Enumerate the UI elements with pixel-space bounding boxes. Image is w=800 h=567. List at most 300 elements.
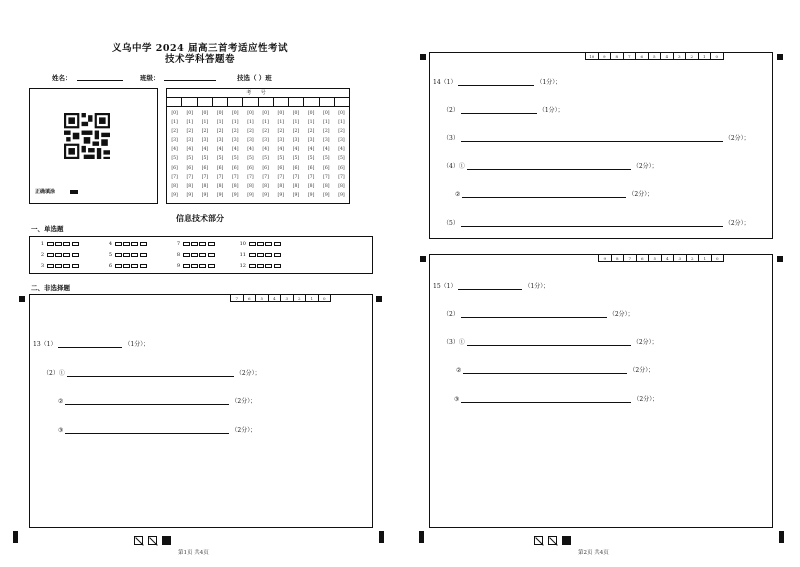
- exam-digit-bubble[interactable]: [0]: [323, 111, 330, 116]
- exam-digit-bubble[interactable]: [8]: [232, 183, 239, 189]
- mc-question-9: [172, 263, 216, 269]
- scan-mark: [134, 536, 143, 545]
- score-cell[interactable]: 6: [636, 53, 649, 59]
- score-cell[interactable]: 10: [586, 53, 599, 59]
- q13-l3-label: ②: [58, 398, 64, 405]
- q15-l2-score: （2分）；: [608, 311, 634, 318]
- score-cell[interactable]: 8: [611, 53, 624, 59]
- exam-digit-bubble[interactable]: [9]: [247, 192, 254, 198]
- exam-digit-bubble[interactable]: [1]: [262, 120, 269, 126]
- exam-number-column[interactable]: [243, 109, 258, 200]
- mc-option-c[interactable]: [63, 253, 70, 257]
- exam-digit-bubble[interactable]: [3]: [201, 138, 209, 144]
- score-cell[interactable]: 1: [699, 53, 712, 59]
- score-cell[interactable]: 2: [686, 53, 699, 59]
- mc-option-b[interactable]: [191, 242, 198, 246]
- mc-option-d[interactable]: [72, 264, 79, 268]
- q13-l2-blank[interactable]: [67, 371, 234, 377]
- exam-digit-bubble[interactable]: [1]: [292, 120, 300, 126]
- q13-l4-blank[interactable]: [65, 428, 229, 434]
- exam-digit-bubble[interactable]: [0]: [232, 111, 239, 116]
- exam-digit-bubble[interactable]: [4]: [338, 147, 345, 153]
- mc-option-b[interactable]: [191, 253, 198, 257]
- score-cell[interactable]: 5: [256, 295, 269, 301]
- mc-option-c[interactable]: [131, 253, 138, 257]
- q13-line4: [58, 425, 256, 434]
- exam-digit-bubble[interactable]: [4]: [171, 147, 178, 153]
- score-cell[interactable]: 0: [711, 53, 724, 59]
- q15-l1-blank[interactable]: [458, 284, 522, 290]
- exam-digit-bubble[interactable]: [2]: [262, 129, 269, 135]
- exam-digit-bubble[interactable]: [9]: [277, 192, 285, 198]
- mc-question-number: 4: [108, 241, 112, 247]
- exam-digit-bubble[interactable]: [8]: [171, 183, 178, 189]
- q14-l1-score: （1分）；: [536, 79, 562, 86]
- mc-question-number: 12: [239, 263, 246, 269]
- exam-digit-bubble[interactable]: [7]: [277, 174, 285, 180]
- exam-digit-bubble[interactable]: [5]: [186, 156, 194, 162]
- q14-l1-blank[interactable]: [458, 80, 534, 86]
- exam-number-header: 考 号: [167, 89, 349, 98]
- exam-digit-bubble[interactable]: [2]: [277, 129, 285, 135]
- fill-sample-label: 正确填涂: [35, 189, 56, 195]
- exam-digit-bubble[interactable]: [5]: [247, 156, 254, 162]
- mc-option-b[interactable]: [55, 242, 62, 246]
- q15-l5-score: （2分）；: [633, 396, 659, 403]
- q14-l2-blank[interactable]: [461, 108, 537, 114]
- exam-digit-bubble[interactable]: [5]: [277, 156, 285, 162]
- mc-option-a[interactable]: [47, 242, 54, 246]
- mc-option-c[interactable]: [199, 253, 206, 257]
- exam-digit-bubble[interactable]: [2]: [307, 129, 315, 135]
- q13-l1-blank[interactable]: [58, 342, 122, 348]
- exam-number-column[interactable]: [167, 109, 182, 200]
- exam-digit-bubble[interactable]: [7]: [171, 174, 178, 180]
- mc-option-d[interactable]: [274, 253, 281, 257]
- score-cell[interactable]: 3: [281, 295, 294, 301]
- exam-number-column[interactable]: [288, 109, 303, 200]
- score-cell[interactable]: 0: [319, 295, 332, 301]
- position-mark: [777, 54, 783, 60]
- q15-l3-blank[interactable]: [467, 340, 631, 346]
- exam-digit-bubble[interactable]: [4]: [186, 147, 194, 153]
- q15-line2: [443, 309, 634, 318]
- q14-line1: [433, 77, 561, 86]
- mc-question-number: 8: [176, 252, 180, 258]
- score-cell[interactable]: 7: [624, 255, 637, 261]
- exam-digit-bubble[interactable]: [3]: [216, 138, 224, 144]
- exam-digit-bubble[interactable]: [5]: [323, 156, 330, 162]
- q14-l3-label: （3）: [443, 135, 459, 142]
- mc-option-d[interactable]: [140, 264, 147, 268]
- mc-option-c[interactable]: [131, 242, 138, 246]
- q15-line1: [433, 281, 549, 290]
- exam-digit-bubble[interactable]: [3]: [171, 138, 178, 144]
- exam-number-column[interactable]: [304, 109, 319, 200]
- exam-digit-bubble[interactable]: [3]: [186, 138, 194, 144]
- mc-question-number: 11: [239, 252, 246, 258]
- score-cell[interactable]: 6: [244, 295, 257, 301]
- exam-digit-bubble[interactable]: [0]: [338, 111, 345, 116]
- mc-option-a[interactable]: [115, 264, 122, 268]
- mc-option-a[interactable]: [249, 242, 256, 246]
- exam-digit-bubble[interactable]: [5]: [232, 156, 239, 162]
- mc-option-d[interactable]: [72, 253, 79, 257]
- exam-digit-bubble[interactable]: [5]: [292, 156, 300, 162]
- exam-digit-bubble[interactable]: [4]: [277, 147, 285, 153]
- q14-l2-score: （1分）；: [538, 107, 564, 114]
- exam-digit-bubble[interactable]: [6]: [323, 165, 330, 171]
- exam-number-column[interactable]: [319, 109, 334, 200]
- exam-digit-bubble[interactable]: [3]: [247, 138, 254, 144]
- mc-question-number: 6: [108, 263, 112, 269]
- q14-l4-label: （4）①: [443, 163, 465, 170]
- exam-digit-bubble[interactable]: [5]: [307, 156, 315, 162]
- exam-digit-bubble[interactable]: [4]: [247, 147, 254, 153]
- mc-question-number: 1: [40, 241, 44, 247]
- exam-digit-bubble[interactable]: [9]: [323, 192, 330, 198]
- exam-digit-bubble[interactable]: [3]: [262, 138, 269, 144]
- score-cell[interactable]: 4: [662, 255, 675, 261]
- position-mark: [419, 531, 424, 543]
- exam-digit-bubble[interactable]: [9]: [338, 192, 345, 198]
- exam-digit-bubble[interactable]: [6]: [307, 165, 315, 171]
- exam-digit-bubble[interactable]: [1]: [216, 120, 224, 126]
- exam-digit-bubble[interactable]: [8]: [292, 183, 300, 189]
- exam-digit-bubble[interactable]: [7]: [247, 174, 254, 180]
- exam-digit-bubble[interactable]: [8]: [201, 183, 209, 189]
- exam-digit-bubble[interactable]: [3]: [232, 138, 239, 144]
- score-cell[interactable]: 0: [712, 255, 725, 261]
- mc-question-11: [238, 252, 282, 258]
- exam-digit-bubble[interactable]: [9]: [262, 192, 269, 198]
- score-strip-q13[interactable]: [230, 294, 331, 302]
- mc-option-d[interactable]: [140, 253, 147, 257]
- scan-mark: [548, 536, 557, 545]
- exam-digit-bubble[interactable]: [2]: [338, 129, 345, 135]
- q14-l5-blank[interactable]: [462, 192, 626, 198]
- exam-digit-bubble[interactable]: [4]: [216, 147, 224, 153]
- exam-digit-bubble[interactable]: [2]: [201, 129, 209, 135]
- mc-question-10: [238, 241, 282, 247]
- mc-option-c[interactable]: [265, 242, 272, 246]
- exam-digit-bubble[interactable]: [8]: [277, 183, 285, 189]
- score-strip-q14[interactable]: [585, 52, 724, 60]
- mc-question-3: [36, 263, 80, 269]
- exam-digit-bubble[interactable]: [4]: [307, 147, 315, 153]
- mc-option-d[interactable]: [274, 264, 281, 268]
- mc-option-a[interactable]: [183, 253, 190, 257]
- exam-digit-bubble[interactable]: [0]: [277, 111, 285, 116]
- mc-option-a[interactable]: [249, 253, 256, 257]
- score-cell[interactable]: 4: [661, 53, 674, 59]
- exam-digit-bubble[interactable]: [0]: [171, 111, 178, 116]
- mc-option-d[interactable]: [72, 242, 79, 246]
- q13-l3-blank[interactable]: [65, 399, 229, 405]
- q14-line5: [455, 189, 653, 198]
- score-cell[interactable]: 2: [687, 255, 700, 261]
- exam-digit-bubble[interactable]: [3]: [277, 138, 285, 144]
- mc-question-number: 10: [239, 241, 246, 247]
- exam-digit-bubble[interactable]: [0]: [307, 111, 315, 116]
- mc-question-4: [104, 241, 148, 247]
- exam-digit-bubble[interactable]: [9]: [186, 192, 194, 198]
- score-cell[interactable]: 8: [612, 255, 625, 261]
- exam-number-write-row[interactable]: [167, 98, 349, 107]
- score-cell[interactable]: 9: [599, 255, 612, 261]
- q14-l1-label: 14（1）: [433, 79, 457, 86]
- exam-digit-bubble[interactable]: [7]: [262, 174, 269, 180]
- exam-digit-bubble[interactable]: [6]: [171, 165, 178, 171]
- position-mark: [420, 54, 426, 60]
- score-cell[interactable]: 3: [674, 255, 687, 261]
- score-cell[interactable]: 2: [294, 295, 307, 301]
- page1-footer: 第1页 共4页: [178, 550, 209, 556]
- q15-l1-score: （1分）；: [524, 283, 550, 290]
- exam-number-column[interactable]: [228, 109, 243, 200]
- exam-number-column[interactable]: [197, 109, 212, 200]
- exam-number-column[interactable]: [273, 109, 288, 200]
- mc-option-b[interactable]: [123, 253, 130, 257]
- q15-l2-label: （2）: [443, 311, 459, 318]
- exam-digit-bubble[interactable]: [0]: [247, 111, 254, 116]
- score-cell[interactable]: 3: [674, 53, 687, 59]
- exam-digit-bubble[interactable]: [7]: [216, 174, 224, 180]
- q14-l2-label: （2）: [443, 107, 459, 114]
- mc-option-a[interactable]: [183, 242, 190, 246]
- class-field[interactable]: [164, 80, 216, 81]
- class-label: 班级：: [140, 74, 160, 82]
- exam-digit-bubble[interactable]: [4]: [323, 147, 330, 153]
- q13-line3: [58, 396, 256, 405]
- mc-option-b[interactable]: [123, 264, 130, 268]
- mc-option-b[interactable]: [257, 264, 264, 268]
- exam-digit-bubble[interactable]: [7]: [323, 174, 330, 180]
- mc-option-a[interactable]: [115, 253, 122, 257]
- q14-line6: [443, 218, 750, 227]
- qr-code-icon: [64, 113, 110, 159]
- q15-l2-blank[interactable]: [461, 312, 607, 318]
- mc-option-b[interactable]: [191, 264, 198, 268]
- exam-digit-bubble[interactable]: [6]: [262, 165, 269, 171]
- exam-digit-bubble[interactable]: [5]: [216, 156, 224, 162]
- exam-digit-bubble[interactable]: [7]: [186, 174, 194, 180]
- exam-digit-bubble[interactable]: [9]: [307, 192, 315, 198]
- q13-line1: [33, 339, 149, 348]
- exam-digit-bubble[interactable]: [8]: [307, 183, 315, 189]
- exam-digit-bubble[interactable]: [0]: [292, 111, 300, 116]
- exam-digit-bubble[interactable]: [3]: [292, 138, 300, 144]
- mc-option-c[interactable]: [63, 264, 70, 268]
- exam-digit-bubble[interactable]: [1]: [338, 120, 345, 126]
- position-mark: [779, 531, 784, 543]
- q14-l4-blank[interactable]: [467, 164, 631, 170]
- exam-digit-bubble[interactable]: [9]: [171, 192, 178, 198]
- exam-digit-bubble[interactable]: [2]: [292, 129, 300, 135]
- mc-question-number: 3: [40, 263, 44, 269]
- q14-l3-score: （2分）；: [724, 135, 750, 142]
- exam-number-column[interactable]: [182, 109, 197, 200]
- score-cell[interactable]: 7: [624, 53, 637, 59]
- mc-question-number: 5: [108, 252, 112, 258]
- exam-number-bubbles[interactable]: [167, 107, 349, 200]
- mc-option-d[interactable]: [208, 253, 215, 257]
- mc-option-d[interactable]: [208, 242, 215, 246]
- q14-l3-blank[interactable]: [461, 136, 723, 142]
- exam-digit-bubble[interactable]: [4]: [232, 147, 239, 153]
- exam-digit-bubble[interactable]: [4]: [262, 147, 269, 153]
- q15-l5-label: ③: [454, 396, 460, 403]
- exam-digit-bubble[interactable]: [3]: [338, 138, 345, 144]
- q14-line2: [443, 105, 564, 114]
- score-cell[interactable]: 7: [231, 295, 244, 301]
- name-label: 姓名：: [52, 74, 72, 82]
- score-cell[interactable]: 6: [637, 255, 650, 261]
- mc-option-a[interactable]: [115, 242, 122, 246]
- score-cell[interactable]: 5: [649, 53, 662, 59]
- exam-digit-bubble[interactable]: [6]: [186, 165, 194, 171]
- exam-digit-bubble[interactable]: [1]: [186, 120, 194, 126]
- exam-digit-bubble[interactable]: [1]: [232, 120, 239, 126]
- exam-digit-bubble[interactable]: [8]: [262, 183, 269, 189]
- exam-digit-bubble[interactable]: [4]: [292, 147, 300, 153]
- mc-question-8: [172, 252, 216, 258]
- q14-l5-score: （2分）；: [628, 191, 654, 198]
- mc-option-b[interactable]: [257, 253, 264, 257]
- mc-option-d[interactable]: [274, 242, 281, 246]
- exam-digit-bubble[interactable]: [8]: [338, 183, 345, 189]
- exam-digit-bubble[interactable]: [0]: [186, 111, 194, 116]
- exam-digit-bubble[interactable]: [2]: [232, 129, 239, 135]
- exam-number-column[interactable]: [213, 109, 228, 200]
- mc-option-d[interactable]: [140, 242, 147, 246]
- exam-digit-bubble[interactable]: [9]: [201, 192, 209, 198]
- exam-digit-bubble[interactable]: [5]: [201, 156, 209, 162]
- exam-digit-bubble[interactable]: [9]: [232, 192, 239, 198]
- mc-option-c[interactable]: [265, 253, 272, 257]
- exam-digit-bubble[interactable]: [6]: [201, 165, 209, 171]
- fill-sample-mark: [70, 190, 78, 194]
- exam-digit-bubble[interactable]: [1]: [171, 120, 178, 126]
- exam-digit-bubble[interactable]: [4]: [201, 147, 209, 153]
- exam-digit-bubble[interactable]: [6]: [232, 165, 239, 171]
- exam-number-column[interactable]: [258, 109, 273, 200]
- exam-digit-bubble[interactable]: [0]: [201, 111, 209, 116]
- q13-l4-score: （2分）；: [231, 427, 257, 434]
- exam-digit-bubble[interactable]: [8]: [247, 183, 254, 189]
- exam-digit-bubble[interactable]: [5]: [262, 156, 269, 162]
- exam-digit-bubble[interactable]: [6]: [277, 165, 285, 171]
- scan-mark: [534, 536, 543, 545]
- q15-l4-blank[interactable]: [463, 368, 627, 374]
- exam-number-column[interactable]: [334, 109, 349, 200]
- exam-digit-bubble[interactable]: [3]: [323, 138, 330, 144]
- score-cell[interactable]: 5: [649, 255, 662, 261]
- mc-option-a[interactable]: [183, 264, 190, 268]
- mc-option-c[interactable]: [265, 264, 272, 268]
- exam-digit-bubble[interactable]: [7]: [307, 174, 315, 180]
- mc-section-title: 一、单选题: [31, 225, 64, 233]
- exam-digit-bubble[interactable]: [2]: [323, 129, 330, 135]
- exam-digit-bubble[interactable]: [9]: [292, 192, 300, 198]
- mc-option-c[interactable]: [131, 264, 138, 268]
- q15-l5-blank[interactable]: [461, 397, 631, 403]
- score-strip-q15[interactable]: [598, 254, 724, 262]
- name-field[interactable]: [77, 80, 123, 81]
- exam-digit-bubble[interactable]: [9]: [216, 192, 224, 198]
- exam-digit-bubble[interactable]: [2]: [186, 129, 194, 135]
- score-cell[interactable]: 9: [599, 53, 612, 59]
- sheet-title-line2: 技术学科答题卷: [164, 54, 235, 65]
- q15-answer-box: [429, 254, 773, 528]
- q14-line4: [443, 161, 658, 170]
- exam-digit-bubble[interactable]: [5]: [171, 156, 178, 162]
- q14-l6-blank[interactable]: [461, 221, 723, 227]
- position-mark: [379, 531, 384, 543]
- mc-question-2: [36, 252, 80, 258]
- exam-digit-bubble[interactable]: [3]: [307, 138, 315, 144]
- mc-option-b[interactable]: [55, 264, 62, 268]
- exam-digit-bubble[interactable]: [2]: [216, 129, 224, 135]
- q15-line5: [454, 394, 658, 403]
- mc-option-a[interactable]: [249, 264, 256, 268]
- exam-digit-bubble[interactable]: [2]: [247, 129, 254, 135]
- exam-digit-bubble[interactable]: [1]: [247, 120, 254, 126]
- mc-option-a[interactable]: [47, 253, 54, 257]
- mc-option-c[interactable]: [63, 242, 70, 246]
- exam-digit-bubble[interactable]: [1]: [201, 120, 209, 126]
- exam-digit-bubble[interactable]: [8]: [323, 183, 330, 189]
- exam-digit-bubble[interactable]: [8]: [216, 183, 224, 189]
- mc-question-number: 9: [176, 263, 180, 269]
- exam-digit-bubble[interactable]: [6]: [216, 165, 224, 171]
- exam-digit-bubble[interactable]: [0]: [262, 111, 269, 116]
- elective-label: 技选（ ）班: [237, 74, 272, 82]
- score-cell[interactable]: 1: [699, 255, 712, 261]
- exam-digit-bubble[interactable]: [6]: [292, 165, 300, 171]
- exam-digit-bubble[interactable]: [7]: [201, 174, 209, 180]
- mc-option-b[interactable]: [123, 242, 130, 246]
- mc-option-a[interactable]: [47, 264, 54, 268]
- mc-option-b[interactable]: [55, 253, 62, 257]
- mc-option-c[interactable]: [199, 242, 206, 246]
- exam-digit-bubble[interactable]: [6]: [247, 165, 254, 171]
- exam-digit-bubble[interactable]: [6]: [338, 165, 345, 171]
- exam-digit-bubble[interactable]: [8]: [186, 183, 194, 189]
- mc-option-c[interactable]: [199, 264, 206, 268]
- score-cell[interactable]: 1: [306, 295, 319, 301]
- mc-option-b[interactable]: [257, 242, 264, 246]
- score-cell[interactable]: 4: [269, 295, 282, 301]
- exam-digit-bubble[interactable]: [1]: [307, 120, 315, 126]
- exam-digit-bubble[interactable]: [0]: [216, 111, 224, 116]
- mc-option-d[interactable]: [208, 264, 215, 268]
- exam-digit-bubble[interactable]: [1]: [323, 120, 330, 126]
- mc-question-number: 7: [176, 241, 180, 247]
- exam-digit-bubble[interactable]: [2]: [171, 129, 178, 135]
- exam-digit-bubble[interactable]: [1]: [277, 120, 285, 126]
- position-mark: [777, 256, 783, 262]
- page2-footer: 第2页 共4页: [578, 550, 609, 556]
- q15-l3-label: （3）①: [443, 339, 465, 346]
- exam-digit-bubble[interactable]: [7]: [338, 174, 345, 180]
- exam-digit-bubble[interactable]: [5]: [338, 156, 345, 162]
- q15-l4-label: ②: [456, 367, 462, 374]
- exam-digit-bubble[interactable]: [7]: [292, 174, 300, 180]
- exam-digit-bubble[interactable]: [7]: [232, 174, 239, 180]
- mc-question-1: [36, 241, 80, 247]
- q14-l4-score: （2分）；: [632, 163, 658, 170]
